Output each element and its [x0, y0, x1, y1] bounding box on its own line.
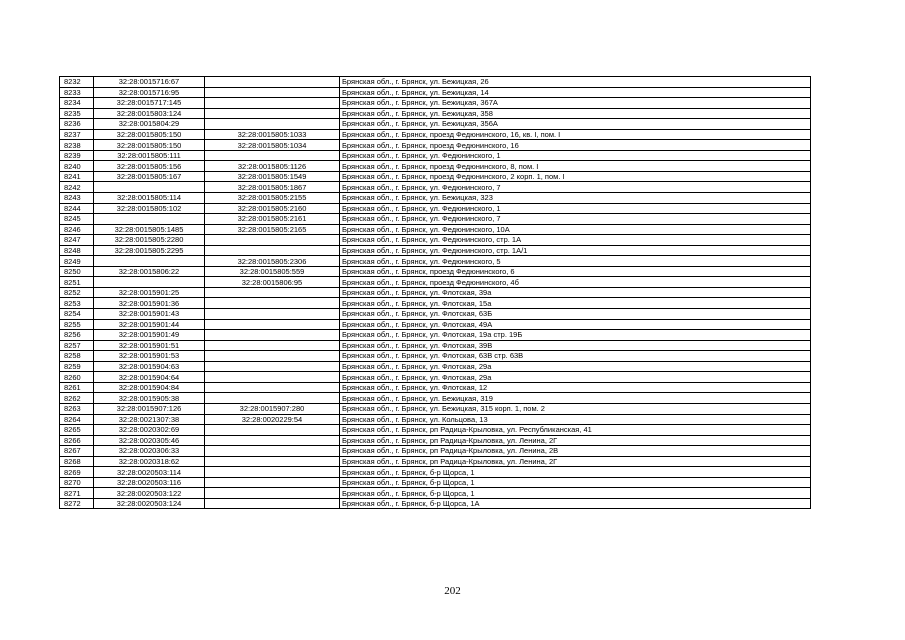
cadastral-number-cell: 32:28:0015901:53: [94, 351, 205, 362]
row-number-cell: 8265: [60, 425, 94, 436]
address-cell: Брянская обл., г. Брянск, ул. Бежицкая, 356А: [340, 119, 811, 130]
object-cadastral-number-cell: 32:28:0020229:54: [205, 414, 340, 425]
table-row: [60, 351, 811, 362]
cadastral-number-cell: [94, 214, 205, 225]
row-number-cell: 8233: [60, 87, 94, 98]
object-cadastral-number-cell: [205, 372, 340, 383]
cadastral-number-cell: 32:28:0015901:25: [94, 287, 205, 298]
cadastral-number-cell: 32:28:0015805:2280: [94, 235, 205, 246]
object-cadastral-number-cell: 32:28:0015805:1867: [205, 182, 340, 193]
cadastral-table: [59, 76, 811, 509]
cadastral-number-cell: 32:28:0015901:51: [94, 340, 205, 351]
object-cadastral-number-cell: [205, 150, 340, 161]
cadastral-number-cell: 32:28:0015805:111: [94, 150, 205, 161]
address-cell: Брянская обл., г. Брянск, ул. Бежицкая, 315 корп. 1, пом. 2: [340, 403, 811, 414]
table-row: [60, 403, 811, 414]
table-row: [60, 193, 811, 204]
address-cell: Брянская обл., г. Брянск, ул. Флотская, 49А: [340, 319, 811, 330]
address-cell: Брянская обл., г. Брянск, ул. Федюнинского, стр. 1А: [340, 235, 811, 246]
cadastral-number-cell: 32:28:0015905:38: [94, 393, 205, 404]
address-cell: Брянская обл., г. Брянск, ул. Бежицкая, 323: [340, 193, 811, 204]
table-row: [60, 319, 811, 330]
address-cell: Брянская обл., г. Брянск, рп Радица-Крыловка, ул. Республиканская, 41: [340, 425, 811, 436]
object-cadastral-number-cell: [205, 309, 340, 320]
address-cell: Брянская обл., г. Брянск, ул. Флотская, 39а: [340, 287, 811, 298]
address-cell: Брянская обл., г. Брянск, б-р Щорса, 1: [340, 477, 811, 488]
object-cadastral-number-cell: [205, 467, 340, 478]
table-row: [60, 77, 811, 88]
cadastral-number-cell: 32:28:0015805:102: [94, 203, 205, 214]
object-cadastral-number-cell: 32:28:0015805:1033: [205, 129, 340, 140]
table-row: [60, 456, 811, 467]
object-cadastral-number-cell: 32:28:0015805:2165: [205, 224, 340, 235]
address-cell: Брянская обл., г. Брянск, ул. Флотская, 63Б: [340, 309, 811, 320]
table-row: [60, 287, 811, 298]
table-row: [60, 298, 811, 309]
row-number-cell: 8253: [60, 298, 94, 309]
table-row: [60, 87, 811, 98]
table-row: [60, 129, 811, 140]
address-cell: Брянская обл., г. Брянск, ул. Бежицкая, 26: [340, 77, 811, 88]
row-number-cell: 8248: [60, 245, 94, 256]
cadastral-number-cell: 32:28:0015806:22: [94, 266, 205, 277]
address-cell: Брянская обл., г. Брянск, ул. Федюнинского, 1: [340, 150, 811, 161]
cadastral-number-cell: 32:28:0015805:150: [94, 129, 205, 140]
cadastral-number-cell: 32:28:0015716:95: [94, 87, 205, 98]
table-row: [60, 393, 811, 404]
cadastral-number-cell: 32:28:0015901:36: [94, 298, 205, 309]
cadastral-number-cell: 32:28:0020302:69: [94, 425, 205, 436]
table-row: [60, 330, 811, 341]
cadastral-number-cell: 32:28:0020305:46: [94, 435, 205, 446]
address-cell: Брянская обл., г. Брянск, проезд Федюнинского, 16, кв. I, пом. I: [340, 129, 811, 140]
cadastral-number-cell: 32:28:0015904:64: [94, 372, 205, 383]
object-cadastral-number-cell: [205, 340, 340, 351]
object-cadastral-number-cell: 32:28:0015805:1549: [205, 171, 340, 182]
address-cell: Брянская обл., г. Брянск, рп Радица-Крыловка, ул. Ленина, 2Г: [340, 435, 811, 446]
table-row: [60, 108, 811, 119]
table-row: [60, 361, 811, 372]
row-number-cell: 8267: [60, 446, 94, 457]
object-cadastral-number-cell: [205, 298, 340, 309]
row-number-cell: 8259: [60, 361, 94, 372]
table-row: [60, 382, 811, 393]
address-cell: Брянская обл., г. Брянск, ул. Флотская, 39В: [340, 340, 811, 351]
row-number-cell: 8240: [60, 161, 94, 172]
cadastral-number-cell: 32:28:0015805:1485: [94, 224, 205, 235]
table-row: [60, 119, 811, 130]
object-cadastral-number-cell: [205, 425, 340, 436]
cadastral-number-cell: 32:28:0020306:33: [94, 446, 205, 457]
object-cadastral-number-cell: [205, 351, 340, 362]
object-cadastral-number-cell: [205, 361, 340, 372]
object-cadastral-number-cell: [205, 477, 340, 488]
table-row: [60, 224, 811, 235]
row-number-cell: 8244: [60, 203, 94, 214]
address-cell: Брянская обл., г. Брянск, ул. Федюнинского, 7: [340, 182, 811, 193]
object-cadastral-number-cell: 32:28:0015805:1126: [205, 161, 340, 172]
address-cell: Брянская обл., г. Брянск, б-р Щорса, 1А: [340, 498, 811, 509]
cadastral-number-cell: 32:28:0015805:2295: [94, 245, 205, 256]
address-cell: Брянская обл., г. Брянск, ул. Федюнинского, 5: [340, 256, 811, 267]
address-cell: Брянская обл., г. Брянск, проезд Федюнинского, 6: [340, 266, 811, 277]
row-number-cell: 8242: [60, 182, 94, 193]
table-row: [60, 203, 811, 214]
table-body: [60, 77, 811, 509]
row-number-cell: 8252: [60, 287, 94, 298]
object-cadastral-number-cell: [205, 393, 340, 404]
row-number-cell: 8255: [60, 319, 94, 330]
cadastral-number-cell: 32:28:0015805:167: [94, 171, 205, 182]
cadastral-number-cell: 32:28:0015804:29: [94, 119, 205, 130]
row-number-cell: 8272: [60, 498, 94, 509]
object-cadastral-number-cell: [205, 245, 340, 256]
object-cadastral-number-cell: 32:28:0015805:2161: [205, 214, 340, 225]
row-number-cell: 8262: [60, 393, 94, 404]
table-row: [60, 372, 811, 383]
object-cadastral-number-cell: 32:28:0015805:559: [205, 266, 340, 277]
object-cadastral-number-cell: [205, 488, 340, 499]
row-number-cell: 8249: [60, 256, 94, 267]
address-cell: Брянская обл., г. Брянск, ул. Флотская, 63В стр. 63В: [340, 351, 811, 362]
row-number-cell: 8263: [60, 403, 94, 414]
address-cell: Брянская обл., г. Брянск, ул. Федюнинского, 1: [340, 203, 811, 214]
table-row: [60, 140, 811, 151]
object-cadastral-number-cell: [205, 98, 340, 109]
address-cell: Брянская обл., г. Брянск, ул. Федюнинского, 7: [340, 214, 811, 225]
row-number-cell: 8264: [60, 414, 94, 425]
address-cell: Брянская обл., г. Брянск, ул. Бежицкая, 358: [340, 108, 811, 119]
cadastral-number-cell: 32:28:0015716:67: [94, 77, 205, 88]
address-cell: Брянская обл., г. Брянск, рп Радица-Крыловка, ул. Ленина, 2Г: [340, 456, 811, 467]
cadastral-number-cell: 32:28:0015805:150: [94, 140, 205, 151]
table-row: [60, 435, 811, 446]
table-row: [60, 161, 811, 172]
table-row: [60, 340, 811, 351]
object-cadastral-number-cell: [205, 456, 340, 467]
address-cell: Брянская обл., г. Брянск, ул. Федюнинского, стр. 1А/1: [340, 245, 811, 256]
object-cadastral-number-cell: [205, 108, 340, 119]
address-cell: Брянская обл., г. Брянск, ул. Бежицкая, 319: [340, 393, 811, 404]
table-row: [60, 277, 811, 288]
table-row: [60, 498, 811, 509]
table-row: [60, 477, 811, 488]
row-number-cell: 8237: [60, 129, 94, 140]
row-number-cell: 8254: [60, 309, 94, 320]
row-number-cell: 8257: [60, 340, 94, 351]
object-cadastral-number-cell: [205, 287, 340, 298]
cadastral-number-cell: [94, 277, 205, 288]
row-number-cell: 8246: [60, 224, 94, 235]
table-row: [60, 266, 811, 277]
row-number-cell: 8260: [60, 372, 94, 383]
object-cadastral-number-cell: [205, 435, 340, 446]
object-cadastral-number-cell: [205, 77, 340, 88]
row-number-cell: 8236: [60, 119, 94, 130]
address-cell: Брянская обл., г. Брянск, ул. Бежицкая, 367А: [340, 98, 811, 109]
cadastral-number-cell: 32:28:0021307:38: [94, 414, 205, 425]
cadastral-number-cell: 32:28:0015901:43: [94, 309, 205, 320]
table-row: [60, 446, 811, 457]
object-cadastral-number-cell: [205, 235, 340, 246]
table-row: [60, 425, 811, 436]
address-cell: Брянская обл., г. Брянск, ул. Флотская, 29а: [340, 361, 811, 372]
row-number-cell: 8232: [60, 77, 94, 88]
row-number-cell: 8243: [60, 193, 94, 204]
table-row: [60, 309, 811, 320]
address-cell: Брянская обл., г. Брянск, ул. Бежицкая, 14: [340, 87, 811, 98]
cadastral-number-cell: 32:28:0020503:124: [94, 498, 205, 509]
row-number-cell: 8241: [60, 171, 94, 182]
cadastral-number-cell: 32:28:0015904:63: [94, 361, 205, 372]
table-row: [60, 150, 811, 161]
cadastral-number-cell: [94, 182, 205, 193]
table-row: [60, 245, 811, 256]
address-cell: Брянская обл., г. Брянск, проезд Федюнинского, 4б: [340, 277, 811, 288]
address-cell: Брянская обл., г. Брянск, проезд Федюнинского, 16: [340, 140, 811, 151]
table-row: [60, 171, 811, 182]
object-cadastral-number-cell: [205, 330, 340, 341]
row-number-cell: 8261: [60, 382, 94, 393]
row-number-cell: 8235: [60, 108, 94, 119]
address-cell: Брянская обл., г. Брянск, ул. Флотская, 12: [340, 382, 811, 393]
object-cadastral-number-cell: 32:28:0015805:1034: [205, 140, 340, 151]
row-number-cell: 8239: [60, 150, 94, 161]
cadastral-number-cell: 32:28:0015803:124: [94, 108, 205, 119]
row-number-cell: 8238: [60, 140, 94, 151]
page-number: 202: [444, 585, 461, 597]
cadastral-number-cell: 32:28:0020503:122: [94, 488, 205, 499]
cadastral-number-cell: 32:28:0020503:116: [94, 477, 205, 488]
table-row: [60, 182, 811, 193]
cadastral-number-cell: 32:28:0015805:156: [94, 161, 205, 172]
row-number-cell: 8269: [60, 467, 94, 478]
address-cell: Брянская обл., г. Брянск, проезд Федюнинского, 2 корп. 1, пом. I: [340, 171, 811, 182]
object-cadastral-number-cell: [205, 498, 340, 509]
row-number-cell: 8266: [60, 435, 94, 446]
cadastral-number-cell: 32:28:0020318:62: [94, 456, 205, 467]
cadastral-number-cell: [94, 256, 205, 267]
object-cadastral-number-cell: 32:28:0015907:280: [205, 403, 340, 414]
cadastral-number-cell: 32:28:0015805:114: [94, 193, 205, 204]
object-cadastral-number-cell: 32:28:0015806:95: [205, 277, 340, 288]
object-cadastral-number-cell: [205, 119, 340, 130]
object-cadastral-number-cell: [205, 87, 340, 98]
row-number-cell: 8256: [60, 330, 94, 341]
object-cadastral-number-cell: 32:28:0015805:2160: [205, 203, 340, 214]
table-row: [60, 235, 811, 246]
row-number-cell: 8250: [60, 266, 94, 277]
row-number-cell: 8251: [60, 277, 94, 288]
row-number-cell: 8247: [60, 235, 94, 246]
object-cadastral-number-cell: 32:28:0015805:2155: [205, 193, 340, 204]
row-number-cell: 8258: [60, 351, 94, 362]
table-row: [60, 98, 811, 109]
address-cell: Брянская обл., г. Брянск, ул. Флотская, 29а: [340, 372, 811, 383]
cadastral-number-cell: 32:28:0015717:145: [94, 98, 205, 109]
cadastral-number-cell: 32:28:0015901:44: [94, 319, 205, 330]
cadastral-number-cell: 32:28:0020503:114: [94, 467, 205, 478]
address-cell: Брянская обл., г. Брянск, б-р Щорса, 1: [340, 467, 811, 478]
row-number-cell: 8245: [60, 214, 94, 225]
address-cell: Брянская обл., г. Брянск, ул. Флотская, 19а стр. 19Б: [340, 330, 811, 341]
object-cadastral-number-cell: [205, 382, 340, 393]
object-cadastral-number-cell: [205, 446, 340, 457]
address-cell: Брянская обл., г. Брянск, проезд Федюнинского, 8, пом. I: [340, 161, 811, 172]
table-row: [60, 488, 811, 499]
address-cell: Брянская обл., г. Брянск, ул. Федюнинского, 10А: [340, 224, 811, 235]
cadastral-number-cell: 32:28:0015907:126: [94, 403, 205, 414]
address-cell: Брянская обл., г. Брянск, рп Радица-Крыловка, ул. Ленина, 2В: [340, 446, 811, 457]
table-row: [60, 256, 811, 267]
address-cell: Брянская обл., г. Брянск, ул. Кольцова, 13: [340, 414, 811, 425]
table-row: [60, 414, 811, 425]
table-row: [60, 467, 811, 478]
row-number-cell: 8271: [60, 488, 94, 499]
cadastral-number-cell: 32:28:0015904:84: [94, 382, 205, 393]
cadastral-number-cell: 32:28:0015901:49: [94, 330, 205, 341]
row-number-cell: 8268: [60, 456, 94, 467]
object-cadastral-number-cell: 32:28:0015805:2306: [205, 256, 340, 267]
table-row: [60, 214, 811, 225]
address-cell: Брянская обл., г. Брянск, б-р Щорса, 1: [340, 488, 811, 499]
row-number-cell: 8270: [60, 477, 94, 488]
object-cadastral-number-cell: [205, 319, 340, 330]
address-cell: Брянская обл., г. Брянск, ул. Флотская, 15а: [340, 298, 811, 309]
row-number-cell: 8234: [60, 98, 94, 109]
